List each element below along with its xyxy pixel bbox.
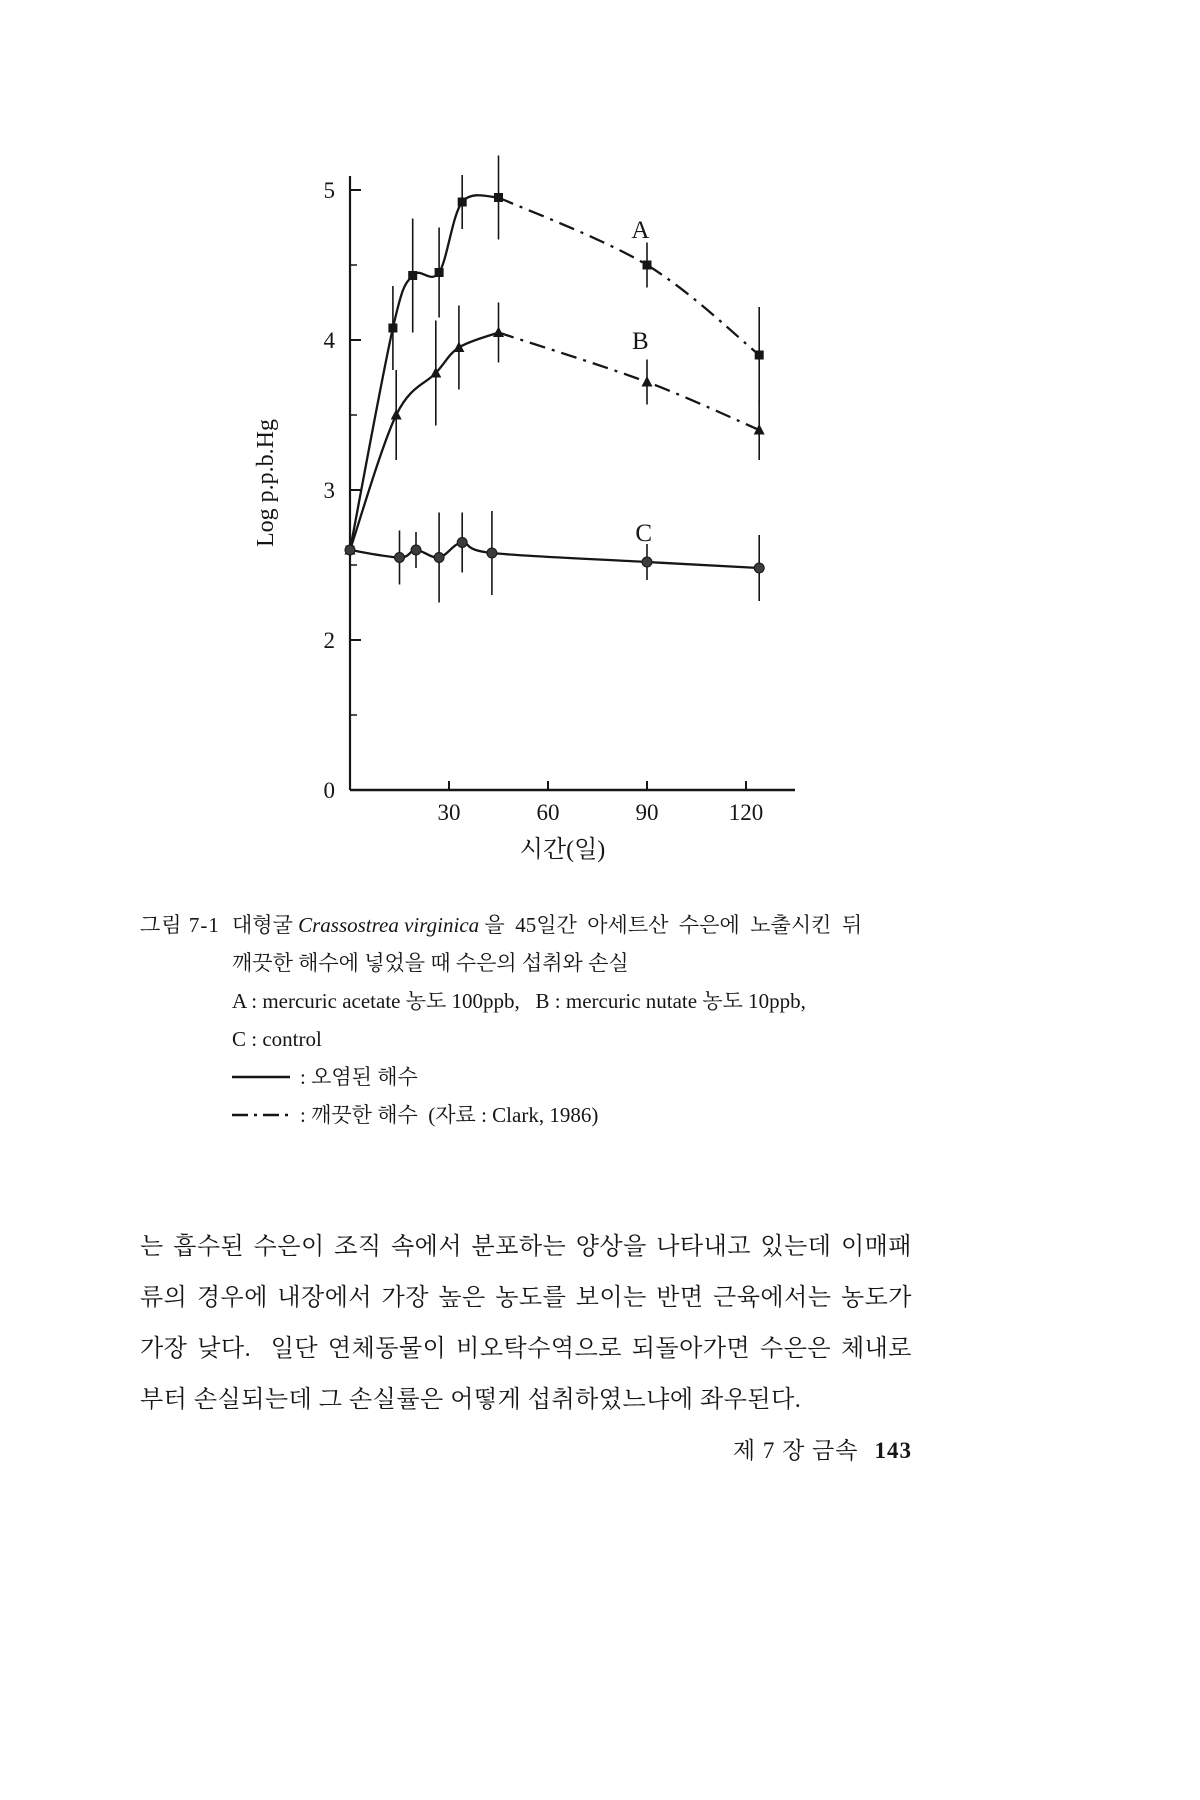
svg-text:Log p.p.b.Hg: Log p.p.b.Hg xyxy=(253,419,279,547)
body-line-1: 는 흡수된 수은이 조직 속에서 분포하는 양상을 나타내고 있는데 이매패 xyxy=(140,1234,912,1260)
svg-text:0: 0 xyxy=(323,778,335,803)
svg-text:C: C xyxy=(635,520,653,547)
caption-line-1-prefix: 대형굴 xyxy=(232,913,299,937)
svg-text:120: 120 xyxy=(728,800,764,825)
body-paragraph xyxy=(140,1222,912,1426)
caption-line-1-suffix: 을 45일간 아세트산 수은에 노출시킨 뒤 xyxy=(479,913,863,937)
caption-line-4: C : control xyxy=(232,1027,322,1051)
body-line-3: 가장 낮다. 일단 연체동물이 비오탁수역으로 되돌아가면 수은은 체내로 xyxy=(140,1336,912,1362)
figure-label: 그림 7-1 xyxy=(140,913,220,937)
mercury-uptake-chart xyxy=(235,120,935,900)
svg-text:A: A xyxy=(631,217,650,244)
caption-line-1 xyxy=(232,906,940,944)
caption-line-2: 깨끗한 해수에 넣었을 때 수은의 섭취와 손실 xyxy=(232,951,629,975)
svg-text:5: 5 xyxy=(323,178,335,203)
legend-solid-label: : 오염된 해수 xyxy=(300,1065,418,1089)
svg-text:시간(일): 시간(일) xyxy=(519,837,606,863)
svg-text:3: 3 xyxy=(323,478,335,503)
svg-text:B: B xyxy=(632,328,649,355)
svg-text:90: 90 xyxy=(635,800,659,825)
series-C xyxy=(345,511,764,603)
figure-caption xyxy=(140,906,940,1134)
caption-line-3: A : mercuric acetate 농도 100ppb, B : mercuric nutate 농도 10ppb, xyxy=(232,989,806,1013)
svg-text:4: 4 xyxy=(323,328,335,353)
svg-text:2: 2 xyxy=(323,628,335,653)
solid-line-icon xyxy=(232,1073,290,1081)
species-name: Crassostrea virginica xyxy=(298,913,480,937)
series-B xyxy=(345,303,765,555)
svg-text:30: 30 xyxy=(437,800,461,825)
svg-text:60: 60 xyxy=(536,800,560,825)
legend-dashdot-label: : 깨끗한 해수 (자료 : Clark, 1986) xyxy=(300,1103,599,1127)
series-A xyxy=(346,156,764,555)
figure-7-1 xyxy=(235,120,935,900)
figure-caption-text xyxy=(232,906,940,1134)
body-line-2: 류의 경우에 내장에서 가장 높은 농도를 보이는 반면 근육에서는 농도가 xyxy=(140,1285,912,1311)
chart-svg xyxy=(235,120,915,895)
chapter-title: 제 7 장 금속 xyxy=(732,1438,859,1463)
body-line-4: 부터 손실되는데 그 손실률은 어떻게 섭취하였느냐에 좌우된다. xyxy=(140,1387,802,1413)
legend-entry-dashdot xyxy=(232,1096,940,1134)
page-footer xyxy=(140,1432,912,1465)
dashdot-line-icon xyxy=(232,1111,290,1119)
page-number: 143 xyxy=(874,1438,912,1463)
legend-entry-solid xyxy=(232,1058,940,1096)
